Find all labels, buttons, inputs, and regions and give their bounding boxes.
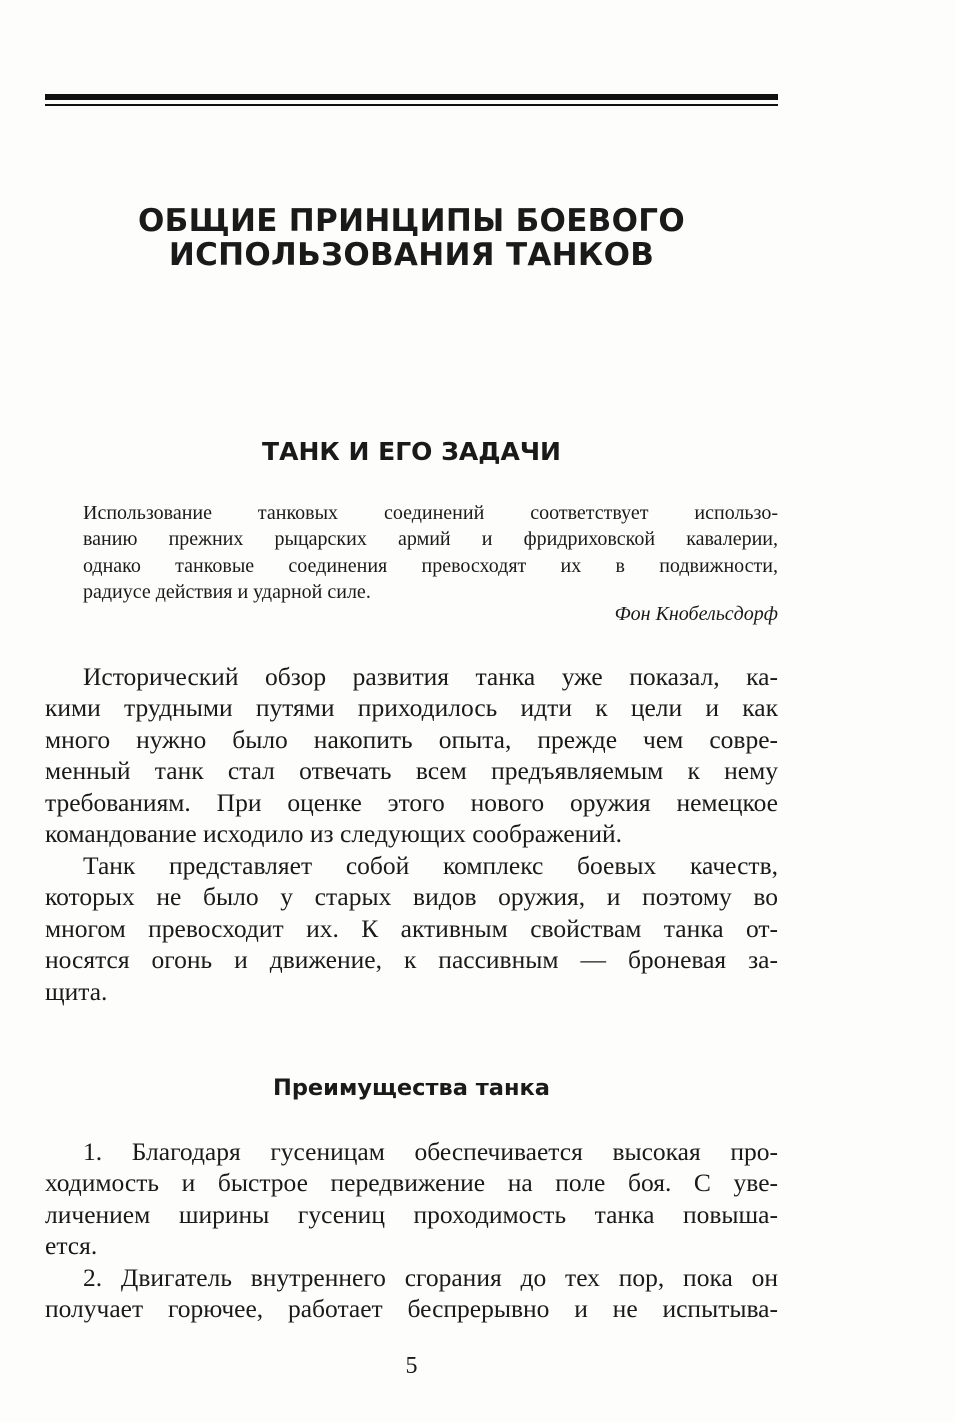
text-line: Исторический обзор развития танка уже показал, ка- [83,662,778,691]
section-title: ТАНК И ЕГО ЗАДАЧИ [262,437,561,466]
text-line: личением ширины гусениц проходимость танка повыша- [45,1199,778,1229]
list-item-1 [45,1136,778,1262]
chapter-title-line: ИСПОЛЬЗОВАНИЯ ТАНКОВ [168,237,655,273]
text-line: много нужно было накопить опыта, прежде чем совре- [45,724,778,754]
text-line: командование исходило из следующих соображений. [45,819,622,849]
epigraph-line: Использование танковых соединений соответствует использо- [83,502,778,524]
page-number: 5 [405,1353,418,1379]
text-line: 2. Двигатель внутреннего сгорания до тех пор, пока он [83,1263,778,1292]
chapter-title [45,204,778,272]
epigraph-line: радиусе действия и ударной силе. [83,580,371,603]
text-line: носятся огонь и движение, к пассивным — броневая за- [45,945,778,975]
epigraph-author: Фон Кнобельсдорф [614,603,778,625]
text-line: Танк представляет собой комплекс боевых качеств, [83,851,778,880]
text-line: ется. [45,1231,98,1261]
text-line: многом превосходит их. К активным свойствам танка от- [45,913,778,943]
body-paragraph-2 [45,850,778,1007]
text-line: кими трудными путями приходилось идти к цели и как [45,693,778,723]
text-line: получает горючее, работает беспрерывно и не испытыва- [45,1294,778,1324]
epigraph-line: однако танковые соединения превосходят их в подвижности, [83,554,778,577]
text-line: менный танк стал отвечать всем предъявляемым к нему [45,756,778,786]
header-rule-thick [45,94,778,100]
text-line: требованиям. При оценке этого нового оружия немецкое [45,787,778,817]
epigraph [83,500,778,605]
epigraph-line: ванию прежних рыцарских армий и фридриховской кавалерии, [83,528,778,551]
text-line: которых не было у старых видов оружия, и поэтому во [45,882,778,912]
chapter-title-line: ОБЩИЕ ПРИНЦИПЫ БОЕВОГО [138,203,685,239]
list-item-2 [45,1262,778,1325]
subsection-title: Преимущества танка [272,1075,550,1101]
body-paragraph-1 [45,661,778,849]
text-line: щита. [45,976,108,1006]
text-line: ходимость и быстрое передвижение на поле боя. С уве- [45,1168,778,1198]
header-rule-thin [45,104,778,106]
text-line: 1. Благодаря гусеницам обеспечивается высокая про- [83,1137,778,1166]
